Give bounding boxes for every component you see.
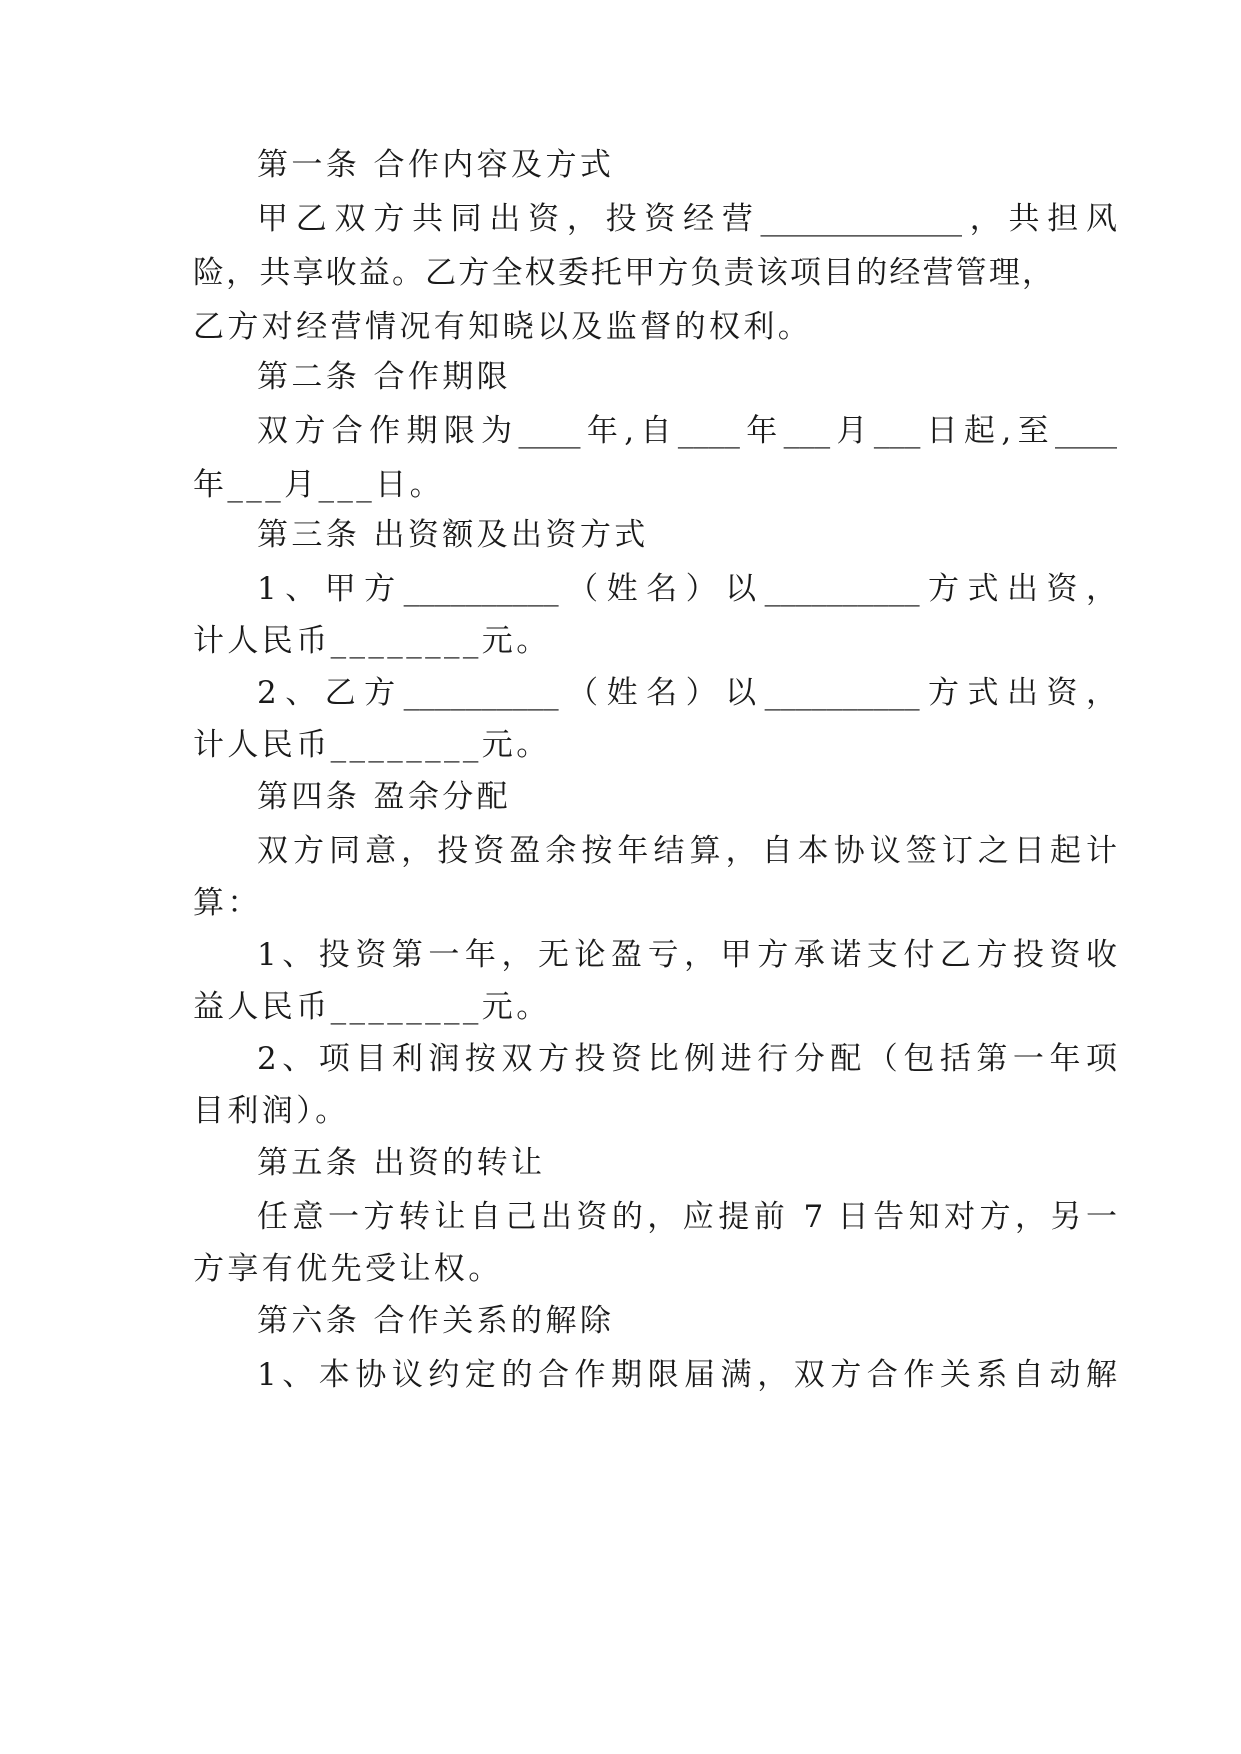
body-line: 年___月___日。 — [193, 467, 444, 503]
body-line: 甲乙双方共同出资，投资经营_____________，共担风 — [257, 201, 1117, 237]
body-line: 1、本协议约定的合作期限届满，双方合作关系自动解 — [257, 1357, 1117, 1393]
body-line: 计人民币________元。 — [193, 727, 551, 763]
body-line: 任意一方转让自己出资的，应提前 7 日告知对方，另一 — [257, 1199, 1117, 1235]
article-2-heading: 第二条 合作期限 — [257, 359, 512, 395]
article-5-heading: 第五条 出资的转让 — [257, 1145, 546, 1181]
body-line: 2、项目利润按双方投资比例进行分配（包括第一年项 — [257, 1041, 1117, 1077]
body-line: 1、甲方__________（姓名）以__________方式出资， — [257, 571, 1117, 607]
body-line: 2、乙方__________（姓名）以__________方式出资， — [257, 675, 1117, 711]
body-line: 险，共享收益。乙方全权委托甲方负责该项目的经营管理， — [193, 255, 1053, 291]
body-line: 计人民币________元。 — [193, 623, 551, 659]
body-line: 双方合作期限为____年,自____年___月___日起,至____ — [257, 413, 1117, 449]
body-line: 益人民币________元。 — [193, 989, 551, 1025]
article-1-heading: 第一条 合作内容及方式 — [257, 147, 615, 183]
article-3-heading: 第三条 出资额及出资方式 — [257, 517, 649, 553]
body-line: 乙方对经营情况有知晓以及监督的权利。 — [193, 309, 813, 345]
body-line: 算： — [193, 885, 262, 921]
body-line: 双方同意，投资盈余按年结算，自本协议签订之日起计 — [257, 833, 1117, 869]
body-line: 方享有优先受让权。 — [193, 1251, 503, 1287]
article-4-heading: 第四条 盈余分配 — [257, 779, 512, 815]
body-line: 目利润）。 — [193, 1093, 350, 1129]
article-6-heading: 第六条 合作关系的解除 — [257, 1303, 615, 1339]
body-line: 1、投资第一年，无论盈亏，甲方承诺支付乙方投资收 — [257, 937, 1117, 973]
